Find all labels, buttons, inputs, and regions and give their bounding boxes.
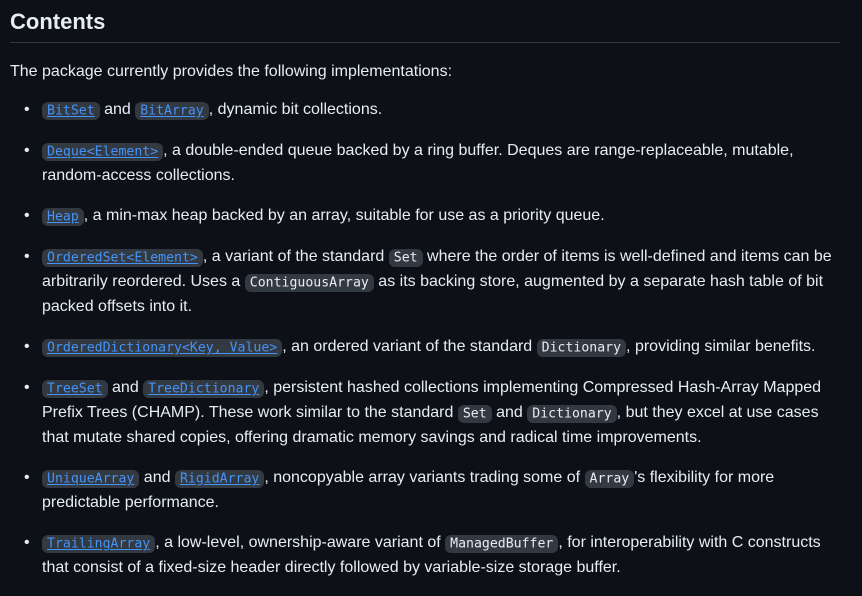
bullet-icon: • xyxy=(24,248,30,265)
type-link[interactable] xyxy=(42,207,84,224)
implementations-list xyxy=(10,98,840,580)
inline-code: Dictionary xyxy=(527,405,616,423)
description-text: , noncopyable array variants trading some of xyxy=(264,469,585,486)
description-text: , a min-max heap backed by an array, suitable for use as a priority queue. xyxy=(83,207,605,224)
type-link-code: BitSet xyxy=(42,102,100,120)
list-item xyxy=(10,466,840,515)
type-link[interactable] xyxy=(135,101,209,118)
type-link-code: TrailingArray xyxy=(42,535,155,553)
inline-code: Dictionary xyxy=(537,339,626,357)
description-text: , a low-level, ownership-aware variant of xyxy=(155,534,446,551)
description-text: , providing similar benefits. xyxy=(626,338,816,355)
inline-code: Set xyxy=(458,405,492,423)
bullet-icon: • xyxy=(24,534,30,551)
list-item xyxy=(10,204,840,229)
type-link[interactable] xyxy=(42,469,139,486)
description-text: 's flexibility for more predictable performance. xyxy=(42,469,775,511)
bullet-icon: • xyxy=(24,338,30,355)
type-link[interactable] xyxy=(42,379,108,396)
description-text: and xyxy=(491,404,528,421)
type-link-code: Heap xyxy=(42,208,84,226)
description-text: where the order of items is well-defined and items can be arbitrarily reordered. Uses a xyxy=(42,248,832,290)
inline-code: ManagedBuffer xyxy=(445,535,558,553)
description-text: and xyxy=(139,469,175,486)
bullet-icon: • xyxy=(24,469,30,486)
description-text: , an ordered variant of the standard xyxy=(282,338,537,355)
type-link[interactable] xyxy=(42,534,155,551)
section-heading: Contents xyxy=(10,8,840,43)
description-text: , dynamic bit collections. xyxy=(208,101,383,118)
type-link-code: BitArray xyxy=(135,102,209,120)
type-link[interactable] xyxy=(42,248,203,265)
description-text: as its backing store, augmented by a separate hash table of bit packed offsets into it. xyxy=(42,273,824,315)
inline-code: Array xyxy=(585,470,635,488)
type-link[interactable] xyxy=(42,142,163,159)
intro-paragraph: The package currently provides the following implementations: xyxy=(10,63,453,80)
list-item xyxy=(10,531,840,580)
list-item xyxy=(10,335,840,360)
description-text: , persistent hashed collections implementing Compressed Hash-Array Mapped Prefix Trees (CHAMP). These work similar to the standard xyxy=(42,379,822,421)
description-text: and xyxy=(99,101,136,118)
inline-code: ContiguousArray xyxy=(245,274,374,292)
description-text: , but they excel at use cases that mutate shared copies, offering dramatic memory savings and radical time improvements. xyxy=(42,404,819,446)
type-link-code: OrderedDictionary<Key, Value> xyxy=(42,339,282,357)
description-text: , for interoperability with C constructs that consist of a fixed-size header directly followed by variable-size storage buffer. xyxy=(42,534,821,576)
bullet-icon: • xyxy=(24,101,30,118)
bullet-icon: • xyxy=(24,207,30,224)
bullet-icon: • xyxy=(24,379,30,396)
list-item xyxy=(10,245,840,319)
type-link-code: TreeSet xyxy=(42,380,108,398)
bullet-icon: • xyxy=(24,142,30,159)
type-link[interactable] xyxy=(175,469,264,486)
list-item xyxy=(10,98,840,123)
type-link[interactable] xyxy=(42,101,100,118)
description-text: , a variant of the standard xyxy=(202,248,389,265)
type-link[interactable] xyxy=(42,338,282,355)
type-link-code: UniqueArray xyxy=(42,470,139,488)
type-link[interactable] xyxy=(143,379,264,396)
type-link-code: Deque<Element> xyxy=(42,143,163,161)
type-link-code: OrderedSet<Element> xyxy=(42,249,203,267)
readme-content xyxy=(10,0,840,596)
list-item xyxy=(10,139,840,188)
description-text: , a double-ended queue backed by a ring buffer. Deques are range-replaceable, mutable, random-access collections. xyxy=(42,142,794,184)
inline-code: Set xyxy=(389,249,423,267)
type-link-code: TreeDictionary xyxy=(143,380,264,398)
description-text: and xyxy=(107,379,144,396)
list-item xyxy=(10,376,840,450)
type-link-code: RigidArray xyxy=(175,470,264,488)
